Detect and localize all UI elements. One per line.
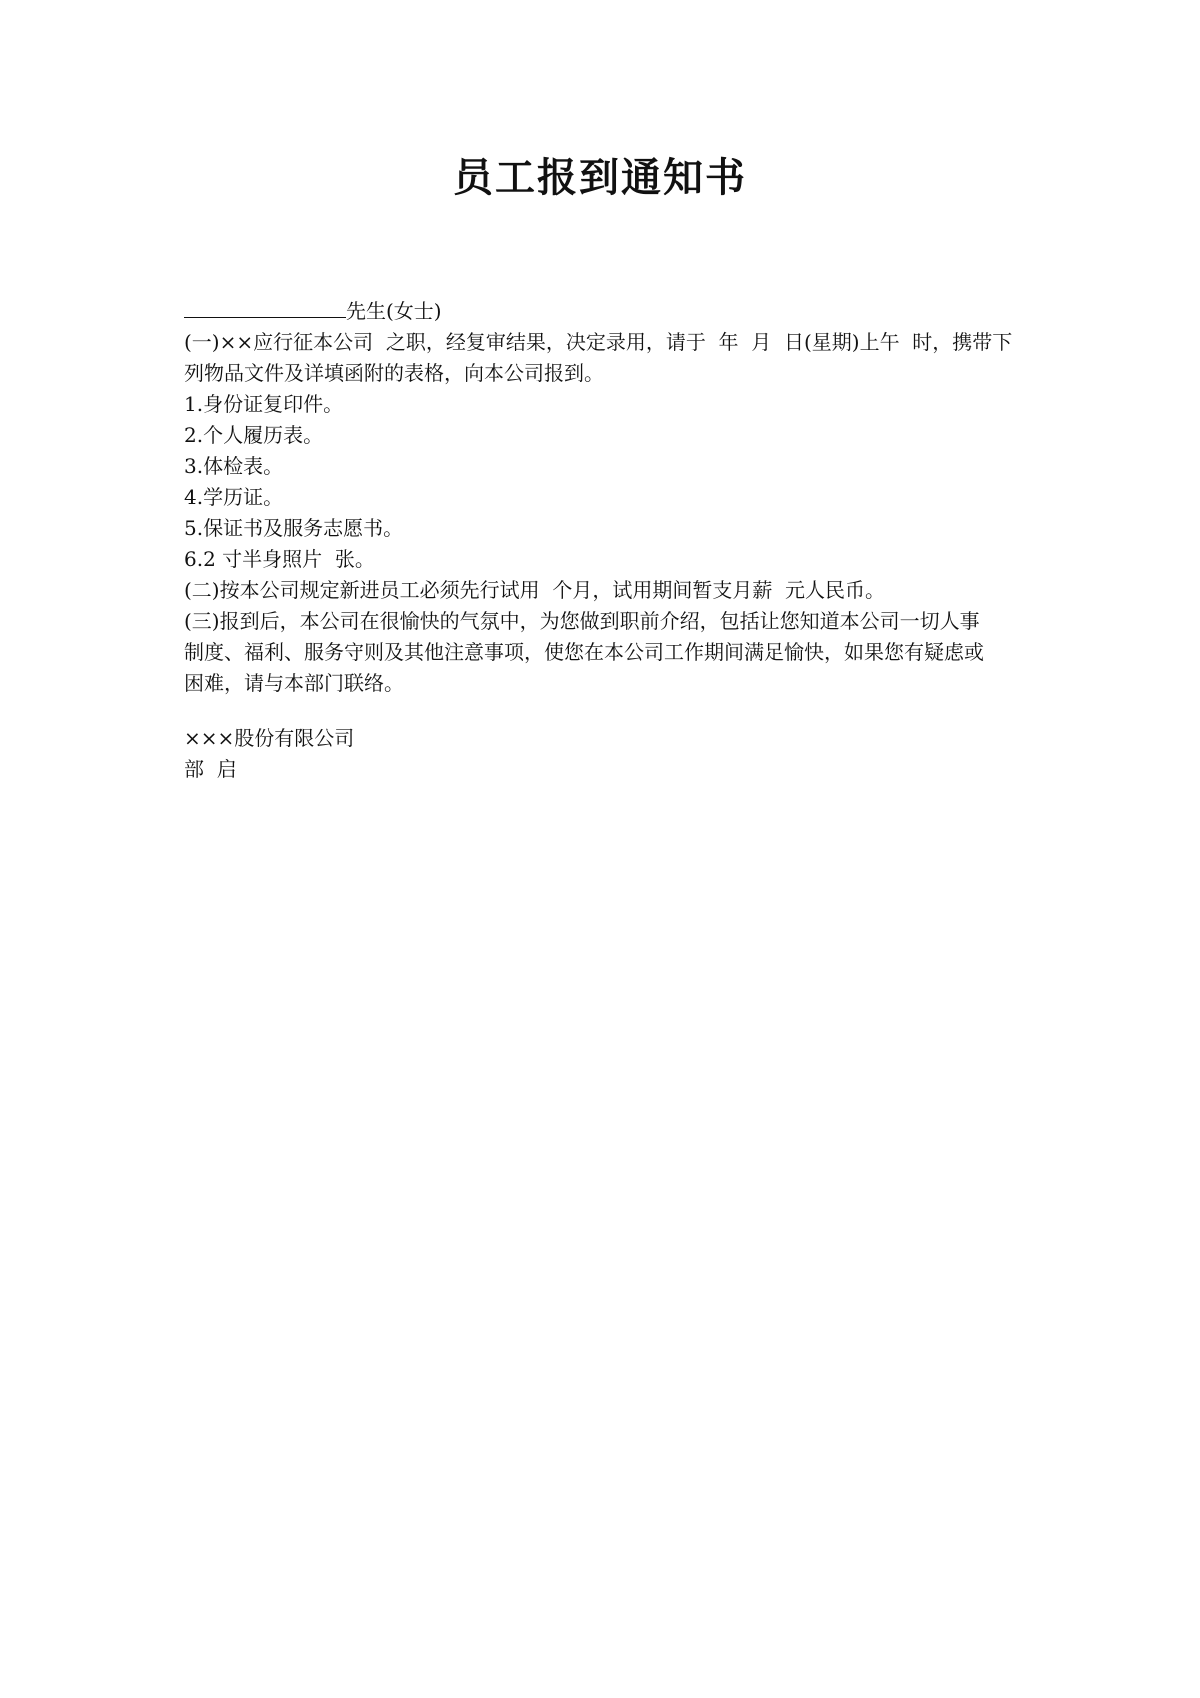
para1-line2: 列物品文件及详填函附的表格，向本公司报到。 bbox=[184, 361, 604, 385]
para1-line1: (一)××应行征本公司 之职，经复审结果，决定录用，请于 年 月 日(星期)上午 时，携带下 bbox=[184, 330, 1013, 354]
salutation-text: 先生(女士) bbox=[346, 299, 442, 323]
list-item: 3.体检表。 bbox=[184, 454, 284, 478]
list-item: 1.身份证复印件。 bbox=[184, 392, 344, 416]
spacer bbox=[184, 699, 1024, 723]
para2: (二)按本公司规定新进员工必须先行试用 个月，试用期间暂支月薪 元人民币。 bbox=[184, 578, 886, 602]
list-item: 2.个人履历表。 bbox=[184, 423, 324, 447]
list-item: 6.2 寸半身照片 张。 bbox=[184, 547, 375, 571]
document-title: 员工报到通知书 bbox=[453, 155, 747, 201]
para3-line1: (三)报到后，本公司在很愉快的气氛中，为您做到职前介绍，包括让您知道本公司一切人事 bbox=[184, 609, 980, 633]
para3-line3: 困难，请与本部门联络。 bbox=[184, 671, 404, 695]
list-item: 4.学历证。 bbox=[184, 485, 284, 509]
list-item: 5.保证书及服务志愿书。 bbox=[184, 516, 404, 540]
document-body bbox=[184, 296, 1024, 785]
department-sign: 部 启 bbox=[184, 757, 237, 781]
para3-line2: 制度、福利、服务守则及其他注意事项，使您在本公司工作期间满足愉快，如果您有疑虑或 bbox=[184, 640, 984, 664]
name-blank bbox=[184, 297, 346, 318]
company-name: ×××股份有限公司 bbox=[184, 726, 355, 750]
salutation-line bbox=[184, 296, 1024, 327]
